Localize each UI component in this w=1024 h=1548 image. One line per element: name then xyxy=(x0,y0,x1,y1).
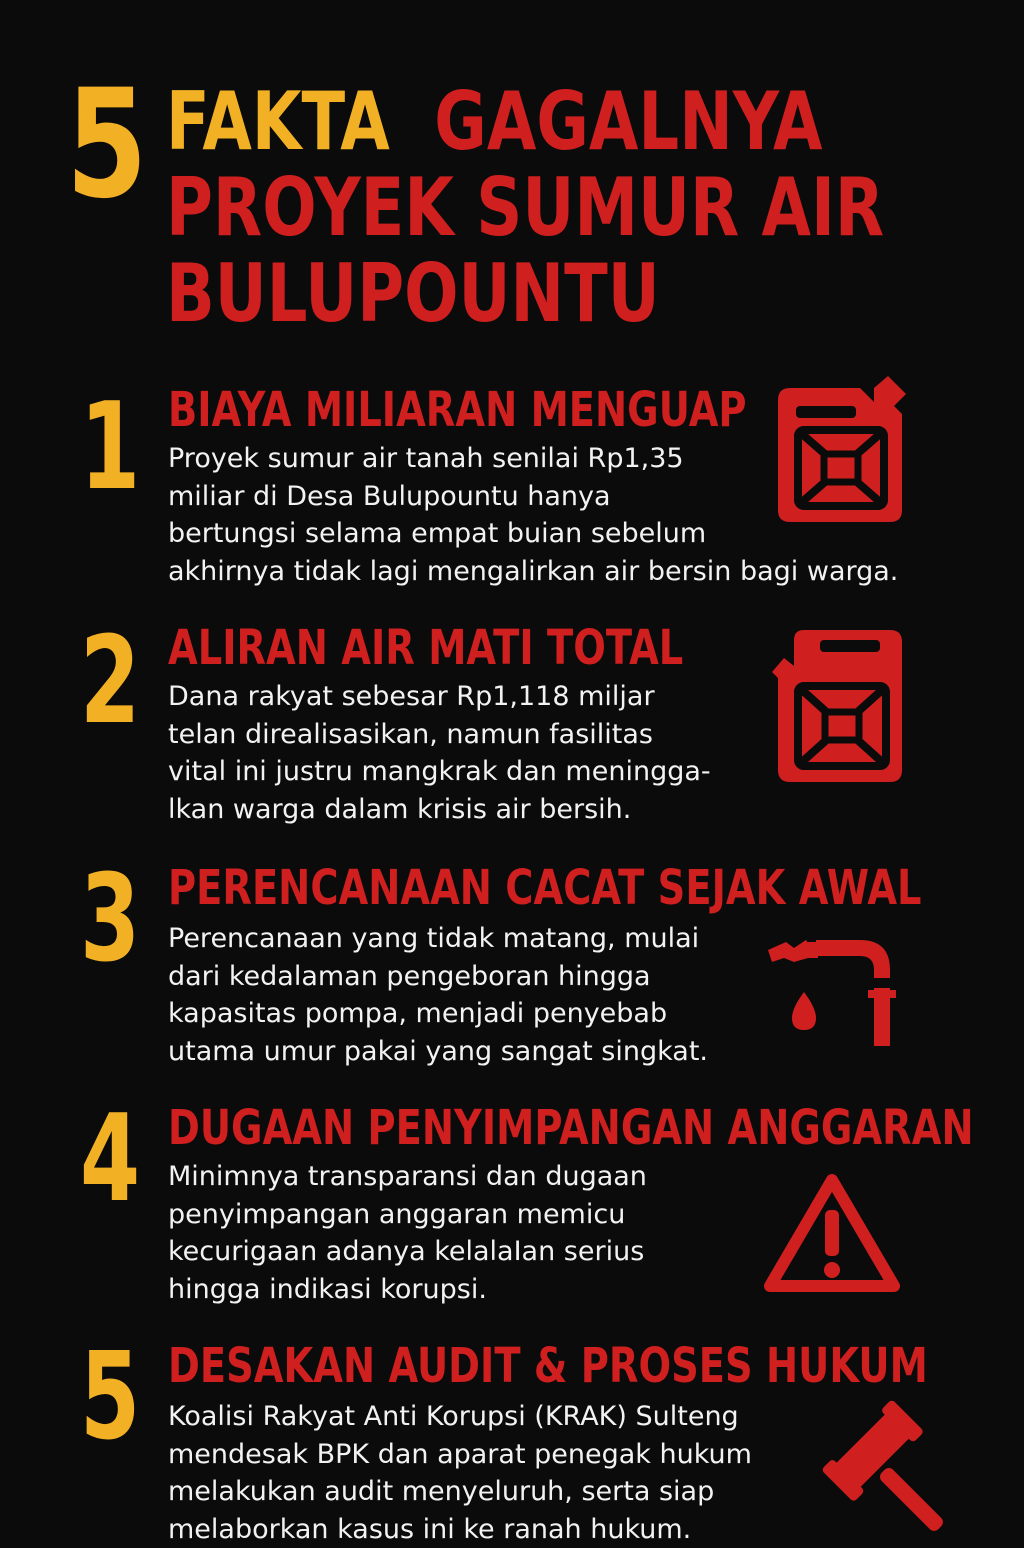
fact-body-line: Dana rakyat sebesar Rp1,118 miljar xyxy=(168,678,711,716)
fact-body-line: vital ini justru mangkrak dan meningga- xyxy=(168,753,711,791)
fact-number: 4 xyxy=(80,1100,140,1220)
fact-title: DESAKAN AUDIT & PROSES HUKUM xyxy=(168,1342,928,1390)
fact-title: PERENCANAAN CACAT SEJAK AWAL xyxy=(168,864,922,912)
header-number: 5 xyxy=(66,70,146,220)
header-line-3: BULUPOUNTU xyxy=(166,254,660,334)
fact-body-line: dari kedalaman pengeboran hingga xyxy=(168,958,708,996)
fact-body-line: lkan warga dalam krisis air bersih. xyxy=(168,791,711,829)
warning-triangle-icon xyxy=(764,1172,900,1294)
fact-body-line: hingga indikasi korupsi. xyxy=(168,1271,647,1309)
fact-body-line: melaborkan kasus ini ke ranah hukum. xyxy=(168,1511,752,1548)
jerrycan-icon xyxy=(770,624,906,784)
fact-title: ALIRAN AIR MATI TOTAL xyxy=(168,624,683,672)
fact-body xyxy=(168,1398,752,1548)
fact-body-line: Minimnya transparansi dan dugaan xyxy=(168,1158,647,1196)
fact-body-line: Koalisi Rakyat Anti Korupsi (KRAK) Sulteng xyxy=(168,1398,752,1436)
jerrycan-icon xyxy=(774,370,910,526)
header-line-2: PROYEK SUMUR AIR xyxy=(166,168,884,248)
fact-body-line: telan direalisasikan, namun fasilitas xyxy=(168,716,711,754)
fact-body xyxy=(168,1158,647,1308)
fact-body xyxy=(168,920,708,1070)
fact-number: 3 xyxy=(80,860,140,980)
fact-body-line: penyimpangan anggaran memicu xyxy=(168,1196,647,1234)
header-word-fakta: FAKTA xyxy=(166,75,390,168)
fact-number: 1 xyxy=(80,388,140,508)
fact-body-line: mendesak BPK dan aparat penegak hukum xyxy=(168,1436,752,1474)
fact-body-line: miliar di Desa Bulupountu hanya xyxy=(168,478,898,516)
fact-number: 5 xyxy=(80,1338,140,1458)
fact-body-line: akhirnya tidak lagi mengalirkan air bersin bagi warga. xyxy=(168,553,898,591)
fact-body xyxy=(168,678,711,828)
fact-title: BIAYA MILIARAN MENGUAP xyxy=(168,386,747,434)
fact-title: DUGAAN PENYIMPANGAN ANGGARAN xyxy=(168,1104,974,1152)
fact-body-line: Perencanaan yang tidak matang, mulai xyxy=(168,920,708,958)
fact-body-line: melakukan audit menyeluruh, serta siap xyxy=(168,1473,752,1511)
fact-body-line: Proyek sumur air tanah senilai Rp1,35 xyxy=(168,440,898,478)
fact-body-line: bertungsi selama empat buian sebelum xyxy=(168,515,898,553)
broken-pipe-icon xyxy=(764,928,900,1052)
header-line-1 xyxy=(166,82,823,162)
fact-number: 2 xyxy=(80,622,140,742)
fact-body-line: kecurigaan adanya kelalaIan serius xyxy=(168,1233,647,1271)
fact-body-line: utama umur pakai yang sangat singkat. xyxy=(168,1033,708,1071)
fact-body-line: kapasitas pompa, menjadi penyebab xyxy=(168,995,708,1033)
gavel-icon xyxy=(812,1400,944,1536)
header-word-gagalnya: GAGALNYA xyxy=(434,75,822,168)
